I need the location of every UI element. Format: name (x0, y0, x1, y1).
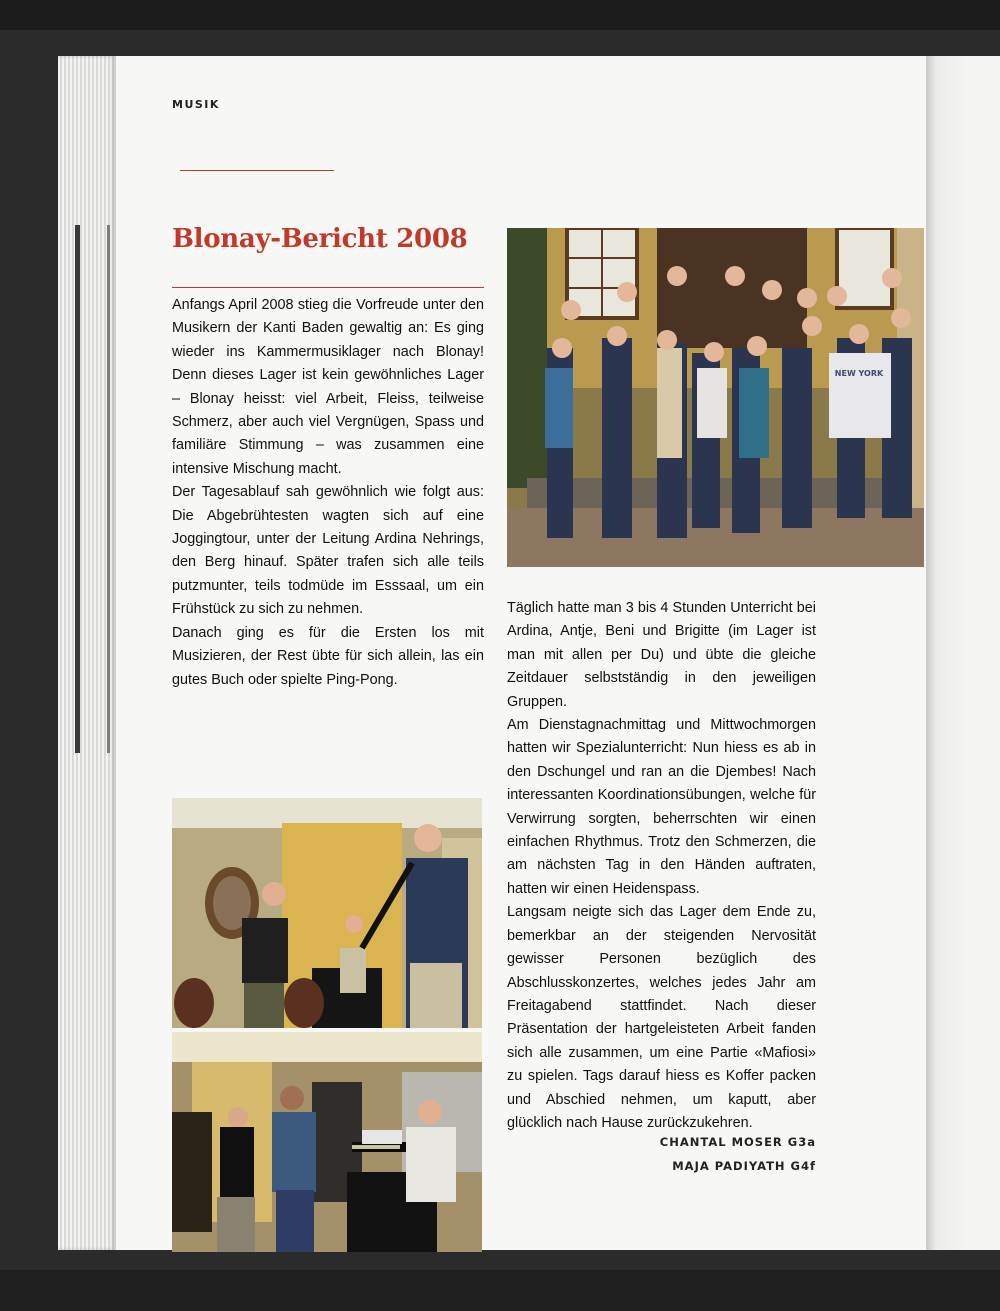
scan-background-top (0, 0, 1000, 30)
sweatshirt-print: NEW YORK (834, 369, 884, 378)
next-page-edge (926, 56, 1000, 1250)
paragraph: Am Dienstagnachmittag und Mittwochmorgen hatten wir Spezialunterricht: Nun hiess es ab in den Dschungel und ran an die Djembes! Nach interessanten Koordinationsübungen, welche für Verwirrung sorgten, beherrschten wir einen einfachen Rhythmus. Trotz den Schmerzen, die am nächsten Tag in den Händen auftraten, hatten wir einen Heidenspass. (507, 717, 816, 897)
performance-photo-ensemble (172, 1032, 482, 1252)
article-title: Blonay-Bericht 2008 (172, 224, 468, 254)
scan-background-bottom (0, 1270, 1000, 1311)
right-column (507, 597, 816, 1135)
title-rule (172, 287, 484, 288)
paragraph: Der Tagesablauf sah gewöhnlich wie folgt aus: Die Abgebrühtesten wagten sich auf eine Joggingtour, unter der Leitung Ardina Nehrings, den Berg hinauf. Später trafen sich alle teils putzmunter, teils todmüde im Esssaal, um ein Frühstück zu sich zu nehmen. (172, 484, 484, 618)
paragraph: Anfangs April 2008 stieg die Vorfreude unter den Musikern der Kanti Baden gewaltig an: Es ging wieder ins Kammermusiklager nach Blonay! Denn dieses Lager ist kein gewöhnliches Lager – Blonay heisst: viel Arbeit, Fleiss, teilweise Schmerz, aber auch viel Vergnügen, Spass und familiäre Stimmung – was zusammen eine intensive Mischung macht. (172, 297, 484, 477)
group-photo (507, 228, 924, 567)
page-edge-marker (75, 225, 80, 753)
section-label: MUSIK (172, 98, 220, 111)
paragraph: Langsam neigte sich das Lager dem Ende zu, bemerkbar an der steigenden Nervosität gewisser Personen bezüglich des Abschlusskonzertes, welches jedes Jahr am Freitagabend stattfindet. Nach dieser Präsentation der hartgeleisteten Arbeit fanden sich alle zusammen, um eine Partie «Mafiosi» zu spielen. Tags darauf hiess es Koffer packen und Abschied nehmen, um kaputt, aber glücklich nach Hause zurückzukehren. (507, 904, 816, 1131)
paragraph: Danach ging es für die Ersten los mit Musizieren, der Rest übte für sich allein, las ein gutes Buch oder spielte Ping-Pong. (172, 624, 484, 688)
section-rule (180, 170, 334, 171)
page-edge-marker-2 (107, 225, 110, 753)
author-signature: CHANTAL MOSER G3a (659, 1135, 816, 1149)
paragraph: Täglich hatte man 3 bis 4 Stunden Unterricht bei Ardina, Antje, Beni und Brigitte (im Lager ist man mit allen per Du) und übte die gleiche Zeitdauer selbstständig in den jeweiligen Gruppen. (507, 600, 816, 710)
left-column (172, 294, 484, 692)
author-signature: MAJA PADIYATH G4f (672, 1159, 816, 1173)
performance-photo-duo (172, 798, 482, 1028)
